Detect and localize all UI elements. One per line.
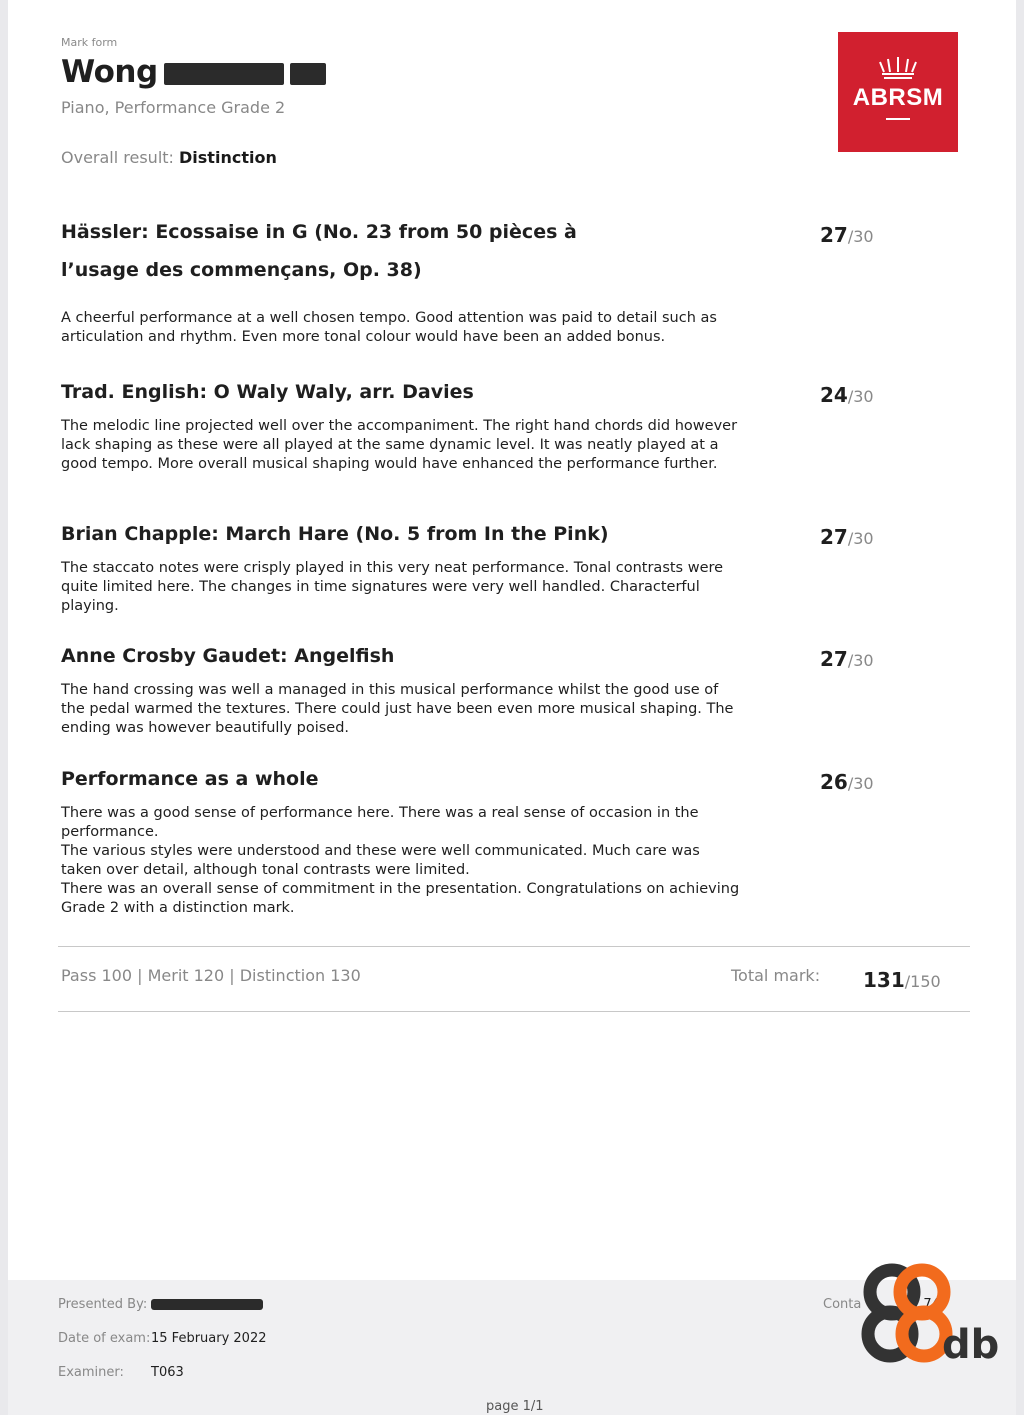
piece-2-mark — [820, 383, 874, 407]
mark-out-of: /30 — [847, 227, 874, 246]
mark-out-of: /30 — [847, 529, 874, 548]
overall-result — [61, 148, 277, 167]
total-mark — [863, 968, 941, 992]
watermark-text: db — [942, 1322, 1000, 1368]
exam-subject: Piano, Performance Grade 2 — [61, 98, 286, 117]
contact-value: 747 — [923, 1297, 949, 1312]
piece-comment: The hand crossing was well a managed in this musical performance whilst the good use of the pedal warmed the textures. There could just have been even more musical shaping. The ending was however beautifully poised. — [61, 682, 734, 736]
examiner-row — [58, 1365, 184, 1380]
page-number: page 1/1 — [486, 1399, 544, 1414]
piece-4-mark — [820, 647, 874, 671]
student-name — [61, 54, 326, 90]
grade-thresholds: Pass 100 | Merit 120 | Distinction 130 — [61, 966, 361, 985]
comment-line: There was a good sense of performance here. There was a real sense of occasion in the performance. — [61, 805, 699, 840]
presented-by-row — [58, 1297, 147, 1312]
mark-out-of: /30 — [847, 651, 874, 670]
mark-out-of: /30 — [847, 387, 874, 406]
mark-value: 27 — [820, 525, 848, 549]
crown-icon — [838, 56, 958, 84]
comment-line: There was an overall sense of commitment in the presentation. Congratulations on achieving Grade 2 with a distinction mark. — [61, 881, 740, 916]
piece-title: Trad. English: O Waly Waly, arr. Davies — [61, 381, 474, 403]
8db-watermark-icon — [856, 1264, 1000, 1368]
comment-line: The various styles were understood and these were well communicated. Much care was taken over detail, although tonal contrasts were limited. — [61, 843, 700, 878]
date-label: Date of exam: — [58, 1331, 151, 1346]
piece-comment — [61, 804, 741, 918]
overall-label: Overall result: — [61, 148, 174, 167]
examiner-label: Examiner: — [58, 1365, 124, 1380]
presented-by-label: Presented By: — [58, 1297, 148, 1312]
mark-value: 24 — [820, 383, 848, 407]
mark-value: 27 — [820, 647, 848, 671]
mark-value: 27 — [820, 223, 848, 247]
piece-title: Brian Chapple: March Hare (No. 5 from In the Pink) — [61, 523, 609, 545]
total-mark-out-of: /150 — [904, 972, 941, 991]
piece-comment: The melodic line projected well over the accompaniment. The right hand chords did however lack shaping as these were all played at the same dynamic level. It was neatly played at a good tempo. More overall musical shaping would have enhanced the performance further. — [61, 418, 738, 472]
overall-value: Distinction — [179, 148, 277, 167]
piece-comment: The staccato notes were crisply played in this very neat performance. Tonal contrasts were quite limited here. The changes in time signatures were very well handled. Characterful playing. — [61, 560, 724, 614]
piece-3-mark — [820, 525, 874, 549]
total-mark-value: 131 — [863, 968, 905, 992]
logo-text: ABRSM — [852, 84, 944, 111]
form-label: Mark form — [61, 36, 118, 49]
mark-form-sheet — [8, 0, 1016, 1415]
piece-title: Anne Crosby Gaudet: Angelfish — [61, 645, 395, 667]
examiner-value: T063 — [151, 1365, 184, 1380]
date-row — [58, 1331, 267, 1346]
piece-title: Hässler: Ecossaise in G (No. 23 from 50 pièces à l’usage des commençans, Op. 38) — [61, 221, 577, 281]
date-value: 15 February 2022 — [151, 1331, 267, 1346]
divider-bottom — [58, 1011, 970, 1012]
piece-comment: A cheerful performance at a well chosen tempo. Good attention was paid to detail such as articulation and rhythm. Even more tonal colour would have been an added bonus. — [61, 310, 717, 345]
logo-underline — [886, 118, 910, 120]
redacted-presenter — [151, 1299, 263, 1314]
piece-title: Performance as a whole — [61, 768, 319, 790]
divider-top — [58, 946, 970, 947]
piece-1-mark — [820, 223, 874, 247]
mark-out-of: /30 — [847, 774, 874, 793]
performance-mark — [820, 770, 874, 794]
contact-label: Conta — [823, 1297, 862, 1312]
student-surname: Wong — [61, 54, 158, 90]
abrsm-logo — [838, 32, 958, 152]
redacted-name-block — [164, 63, 284, 85]
redacted-name-block-2 — [290, 63, 326, 85]
total-mark-label: Total mark: — [731, 966, 821, 985]
mark-value: 26 — [820, 770, 848, 794]
